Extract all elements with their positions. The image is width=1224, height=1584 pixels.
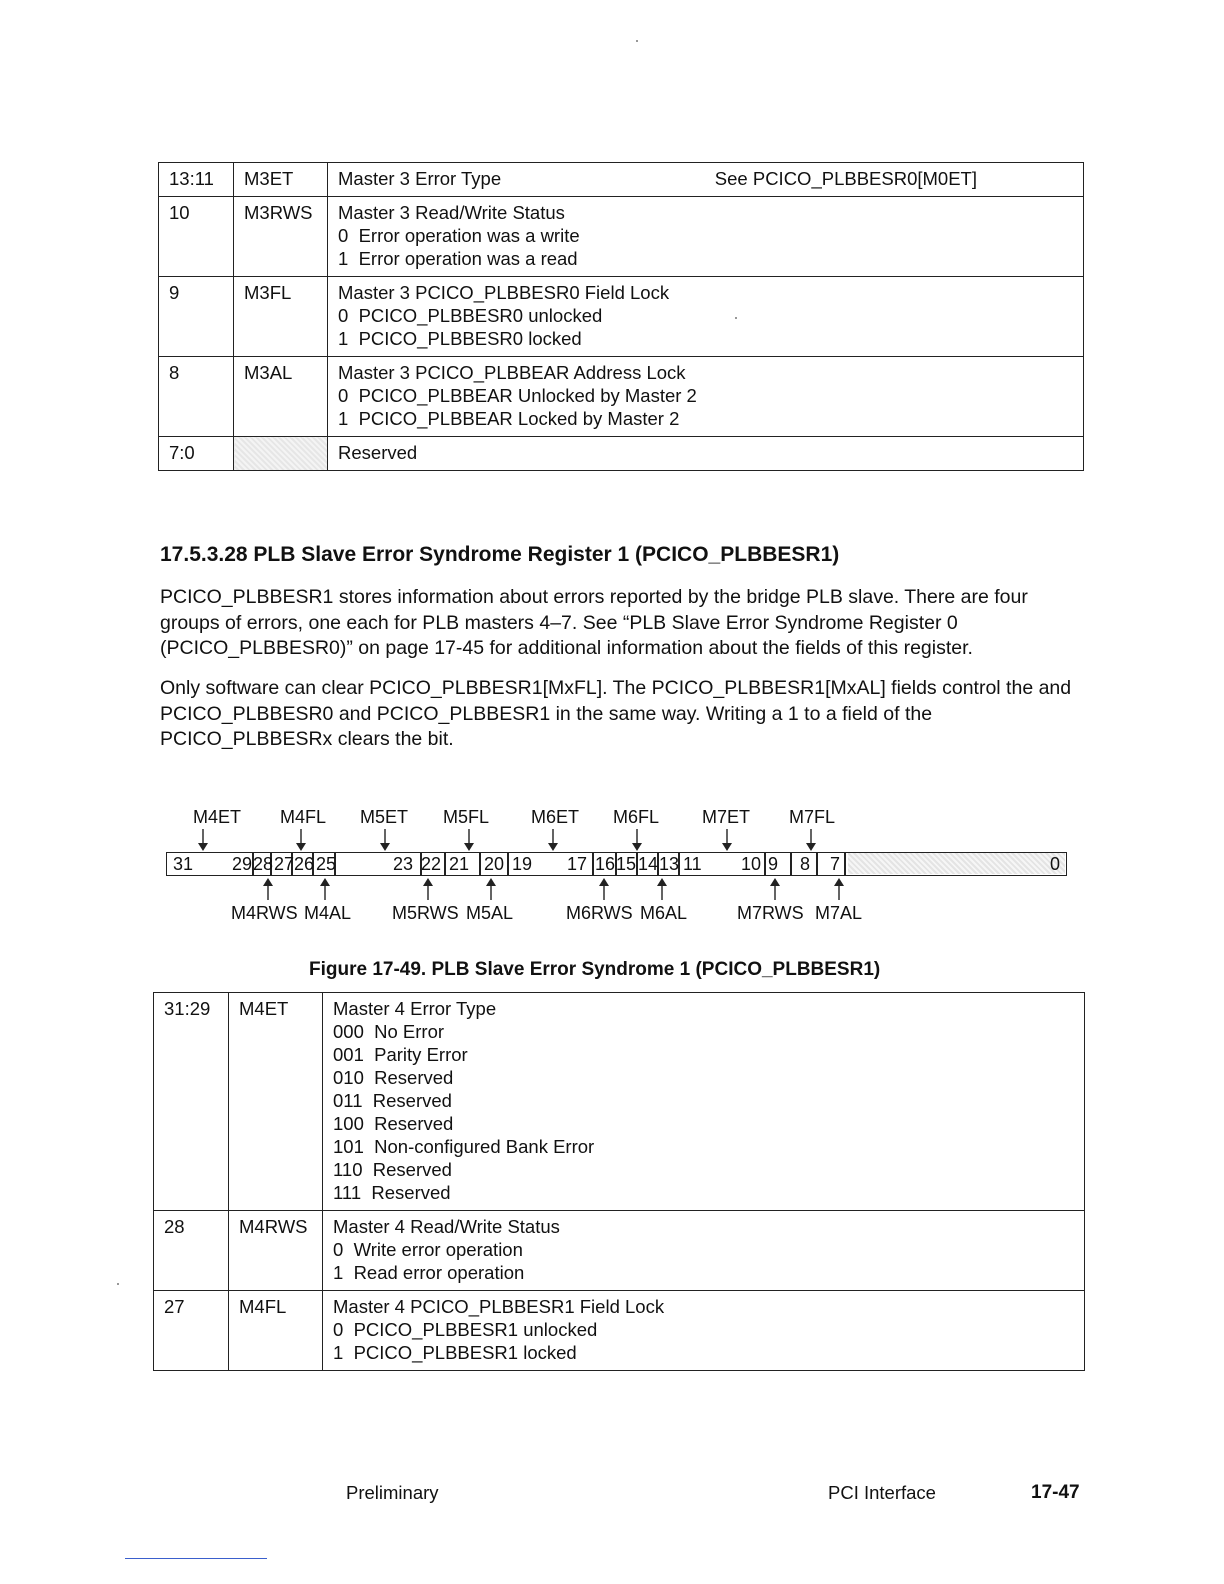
footer-section-name: PCI Interface: [828, 1482, 936, 1503]
description-line: Master 3 PCICO_PLBBESR0 Field Lock: [338, 282, 670, 303]
field-label-bottom: M7RWS: [737, 903, 804, 923]
table-row: [159, 163, 1084, 197]
table-row: [154, 1291, 1085, 1371]
description-cell: [328, 277, 1084, 357]
description-line: 1 PCICO_PLBBEAR Locked by Master 2: [338, 408, 680, 429]
arrow-down-icon: [630, 829, 644, 853]
arrow-up-icon: [318, 878, 332, 902]
field-label-bottom: M6RWS: [566, 903, 633, 923]
field-name-cell: M3ET: [234, 163, 328, 197]
arrow-down-icon: [720, 829, 734, 853]
field-label-top: M5FL: [443, 807, 490, 827]
bit-divider: [507, 852, 509, 876]
bit-number: 27: [274, 854, 295, 874]
bit-divider: [816, 852, 818, 876]
scan-speck: [636, 40, 638, 42]
bit-number: 11: [683, 854, 702, 874]
field-label-top: M4FL: [280, 807, 327, 827]
bits-cell: 28: [154, 1211, 229, 1291]
bit-number: 10: [741, 854, 762, 874]
arrow-up-icon: [768, 878, 782, 902]
description-line: 010 Reserved: [333, 1067, 454, 1088]
bit-number: 0: [1050, 854, 1061, 874]
field-name-cell: M4RWS: [229, 1211, 323, 1291]
description-cell: [323, 1211, 1085, 1291]
description-line: 011 Reserved: [333, 1090, 452, 1111]
bit-number: 28: [253, 854, 274, 874]
field-label-bottom: M4AL: [304, 903, 352, 923]
description-line: 101 Non-configured Bank Error: [333, 1136, 595, 1157]
description-line: 1 Read error operation: [333, 1262, 525, 1283]
arrow-up-icon: [597, 878, 611, 902]
field-name-cell: M4FL: [229, 1291, 323, 1371]
description-line: 110 Reserved: [333, 1159, 452, 1180]
bit-number: 17: [567, 854, 588, 874]
description-cell: [328, 437, 1084, 471]
bottom-field-table: [153, 992, 1085, 1371]
table-row: [159, 277, 1084, 357]
page-number: 17-47: [1031, 1482, 1080, 1503]
arrow-up-icon: [421, 878, 435, 902]
bit-divider: [592, 852, 594, 876]
figure-caption: Figure 17-49. PLB Slave Error Syndrome 1 (PCICO_PLBBESR1): [309, 959, 881, 980]
description-line: Master 3 PCICO_PLBBEAR Address Lock: [338, 362, 686, 383]
bits-cell: 9: [159, 277, 234, 357]
field-name-cell: M3FL: [234, 277, 328, 357]
description-line: 111 Reserved: [333, 1182, 451, 1203]
bit-divider: [444, 852, 446, 876]
bit-number: 31: [173, 854, 194, 874]
description-line: 0 Write error operation: [333, 1239, 523, 1260]
scan-speck: [117, 1283, 119, 1285]
bit-number: 25: [316, 854, 337, 874]
bit-divider: [764, 852, 766, 876]
description-cell: [323, 1291, 1085, 1371]
bottom-rule: [125, 1558, 267, 1559]
table-row: [154, 993, 1085, 1211]
scan-speck: [735, 317, 737, 319]
arrow-up-icon: [484, 878, 498, 902]
description-line: 001 Parity Error: [333, 1044, 468, 1065]
bit-number: 22: [421, 854, 442, 874]
bit-number: 29: [232, 854, 253, 874]
table-row: [154, 1211, 1085, 1291]
section-paragraph: Only software can clear PCICO_PLBBESR1[MxFL]. The PCICO_PLBBESR1[MxAL] fields control the and PCICO_PLBBESR0 and PCICO_PLBBESR1 in the same way. Writing a 1 to a field of the PCICO_PLBBESRx clears the bit.: [160, 677, 1072, 750]
bits-cell: 7:0: [159, 437, 234, 471]
description-cell: [323, 993, 1085, 1211]
field-label-top: M7FL: [789, 807, 836, 827]
description-line: Master 3 Error Type: [338, 168, 502, 189]
field-name-cell: M4ET: [229, 993, 323, 1211]
field-name-cell: M3AL: [234, 357, 328, 437]
bits-cell: 27: [154, 1291, 229, 1371]
bit-number: 26: [294, 854, 315, 874]
description-line: Master 4 Read/Write Status: [333, 1216, 560, 1237]
arrow-down-icon: [378, 829, 392, 853]
arrow-up-icon: [655, 878, 669, 902]
bit-number: 13: [659, 854, 680, 874]
field-label-bottom: M5AL: [466, 903, 514, 923]
description-line: 000 No Error: [333, 1021, 445, 1042]
bit-number: 19: [512, 854, 533, 874]
description-line: 1 Error operation was a read: [338, 248, 578, 269]
arrow-down-icon: [546, 829, 560, 853]
table-row: [159, 357, 1084, 437]
bit-number: 7: [830, 854, 841, 874]
description-line: Master 4 Error Type: [333, 998, 497, 1019]
bit-number: 16: [595, 854, 616, 874]
bits-cell: 13:11: [159, 163, 234, 197]
section-heading: 17.5.3.28 PLB Slave Error Syndrome Register 1 (PCICO_PLBBESR1): [160, 543, 840, 566]
table-row: [159, 197, 1084, 277]
bit-divider: [479, 852, 481, 876]
description-line: 100 Reserved: [333, 1113, 454, 1134]
bit-number: 8: [800, 854, 811, 874]
field-name-cell-reserved: [234, 437, 328, 471]
arrow-down-icon: [294, 829, 308, 853]
description-line: 0 PCICO_PLBBESR1 unlocked: [333, 1319, 598, 1340]
description-line: Reserved: [338, 442, 418, 463]
field-label-top: M5ET: [360, 807, 409, 827]
field-label-bottom: M5RWS: [392, 903, 459, 923]
field-label-top: M7ET: [702, 807, 751, 827]
see-reference: See PCICO_PLBBESR0[M0ET]: [714, 168, 977, 189]
bit-number: 14: [638, 854, 659, 874]
arrow-up-icon: [832, 878, 846, 902]
arrow-down-icon: [196, 829, 210, 853]
register-bit-diagram: [0, 790, 1224, 940]
arrow-up-icon: [261, 878, 275, 902]
bit-divider: [790, 852, 792, 876]
table-row: [159, 437, 1084, 471]
description-cell: [328, 357, 1084, 437]
footer-status: Preliminary: [346, 1482, 439, 1503]
field-label-bottom: M6AL: [640, 903, 688, 923]
description-cell: [328, 163, 1084, 197]
bit-divider: [844, 852, 846, 876]
bit-number: 23: [393, 854, 414, 874]
field-label-top: M6ET: [531, 807, 580, 827]
bits-cell: 8: [159, 357, 234, 437]
bit-number: 9: [768, 854, 779, 874]
description-line: 0 PCICO_PLBBESR0 unlocked: [338, 305, 603, 326]
field-name-cell: M3RWS: [234, 197, 328, 277]
description-cell: [328, 197, 1084, 277]
arrow-down-icon: [462, 829, 476, 853]
field-label-top: M6FL: [613, 807, 660, 827]
description-line: Master 4 PCICO_PLBBESR1 Field Lock: [333, 1296, 665, 1317]
section-paragraph: PCICO_PLBBESR1 stores information about errors reported by the bridge PLB slave. There are four groups of errors, one each for PLB masters 4–7. See “PLB Slave Error Syndrome Register 0 (PCICO_PLBBESR0)” on page 17-45 for additional information about the fields of this register.: [160, 586, 1028, 659]
field-label-bottom: M4RWS: [231, 903, 298, 923]
field-label-bottom: M7AL: [815, 903, 863, 923]
field-label-top: M4ET: [193, 807, 242, 827]
description-line: 1 PCICO_PLBBESR0 locked: [338, 328, 582, 349]
bit-number: 21: [449, 854, 470, 874]
description-line: Master 3 Read/Write Status: [338, 202, 565, 223]
bits-cell: 31:29: [154, 993, 229, 1211]
description-line: 0 Error operation was a write: [338, 225, 580, 246]
bits-cell: 10: [159, 197, 234, 277]
description-line: 0 PCICO_PLBBEAR Unlocked by Master 2: [338, 385, 697, 406]
bit-number: 20: [484, 854, 505, 874]
arrow-down-icon: [804, 829, 818, 853]
bit-number: 15: [616, 854, 637, 874]
top-field-table: [158, 162, 1084, 471]
description-line: 1 PCICO_PLBBESR1 locked: [333, 1342, 577, 1363]
